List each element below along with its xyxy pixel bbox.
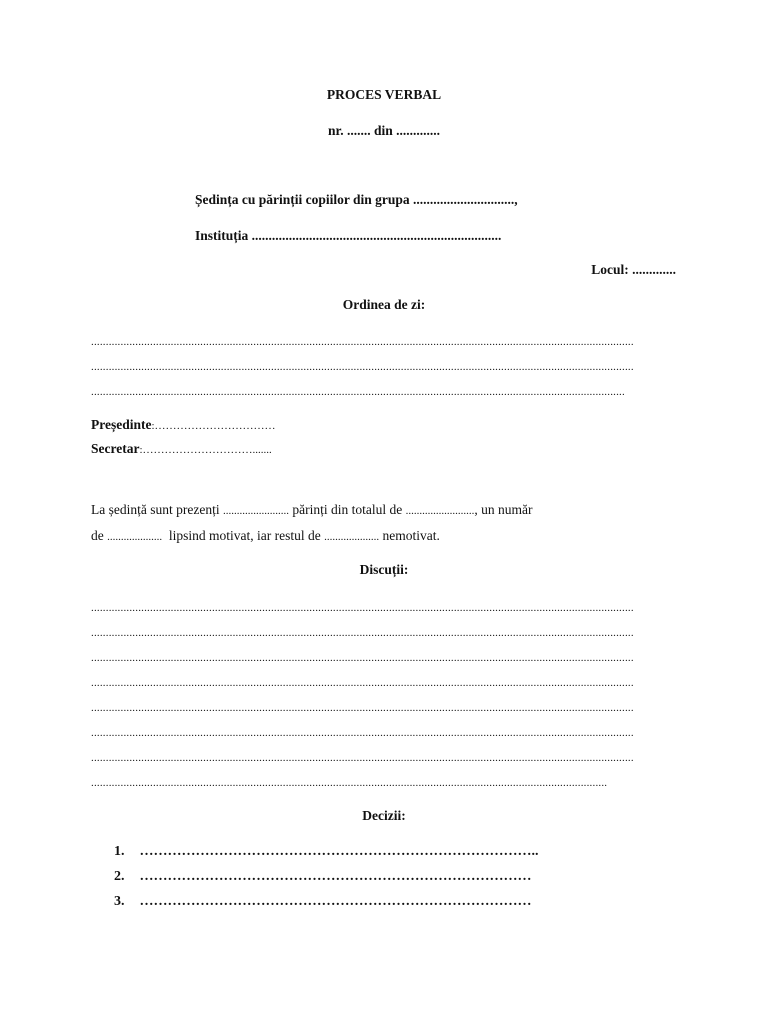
attendance-text: lipsind motivat, iar restul de — [168, 528, 321, 543]
secretary-line — [91, 441, 272, 458]
discussion-heading: Discuții: — [359, 562, 409, 577]
president-label: Președinte — [91, 417, 152, 432]
decision-number: 1. — [114, 844, 125, 859]
secretary-label: Secretar — [91, 441, 140, 456]
institution-line: Instituția .......................................................................... — [195, 228, 502, 243]
decision-fill: ………………………………………………………………………… — [139, 869, 532, 884]
attendance-fill: .................... — [107, 531, 163, 543]
location-line: Locul: ............. — [591, 262, 676, 277]
decision-item-3 — [114, 894, 532, 910]
agenda-line: ..................................................................................................................................................................................... — [91, 386, 625, 398]
attendance-text: părinți din totalul de — [292, 502, 403, 517]
discussion-line: ........................................................................................................................................................................................ — [91, 752, 634, 764]
attendance-text: La ședință sunt prezenți — [91, 502, 220, 517]
agenda-line: ........................................................................................................................................................................................ — [91, 336, 634, 348]
document-number-line: nr. ....... din ............. — [327, 123, 441, 138]
decision-number: 2. — [114, 869, 125, 884]
document-title: PROCES VERBAL — [326, 87, 442, 102]
meeting-line: Ședința cu părinții copiilor din grupa .............................., — [195, 192, 518, 207]
secretary-fill: :…………………………....... — [139, 444, 272, 456]
agenda-heading: Ordinea de zi: — [342, 297, 426, 312]
attendance-text: , un număr — [474, 502, 533, 517]
decision-fill: ………………………………………………………………………….. — [139, 844, 539, 859]
discussion-line: ........................................................................................................................................................................................ — [91, 602, 634, 614]
discussion-line: ............................................................................................................................................................................... — [91, 777, 608, 789]
discussion-line: ........................................................................................................................................................................................ — [91, 702, 634, 714]
attendance-text: nemotivat. — [382, 528, 440, 543]
attendance-fill: ........................ — [222, 505, 289, 517]
president-line — [91, 417, 276, 434]
discussion-line: ........................................................................................................................................................................................ — [91, 652, 634, 664]
decision-number: 3. — [114, 894, 125, 909]
attendance-fill: .................... — [324, 531, 380, 543]
discussion-line: ........................................................................................................................................................................................ — [91, 727, 634, 739]
discussion-line: ........................................................................................................................................................................................ — [91, 677, 634, 689]
attendance-fill: ......................... — [405, 505, 475, 517]
discussion-line: ........................................................................................................................................................................................ — [91, 627, 634, 639]
president-fill: :…………………………… — [151, 420, 276, 432]
decision-item-1 — [114, 844, 539, 860]
decision-item-2 — [114, 869, 532, 885]
decisions-heading: Decizii: — [362, 808, 406, 823]
attendance-text: de — [91, 528, 104, 543]
decision-fill: ………………………………………………………………………… — [139, 894, 532, 909]
agenda-line: ........................................................................................................................................................................................ — [91, 361, 634, 373]
attendance-line-2 — [91, 528, 440, 545]
attendance-line-1 — [91, 502, 532, 519]
